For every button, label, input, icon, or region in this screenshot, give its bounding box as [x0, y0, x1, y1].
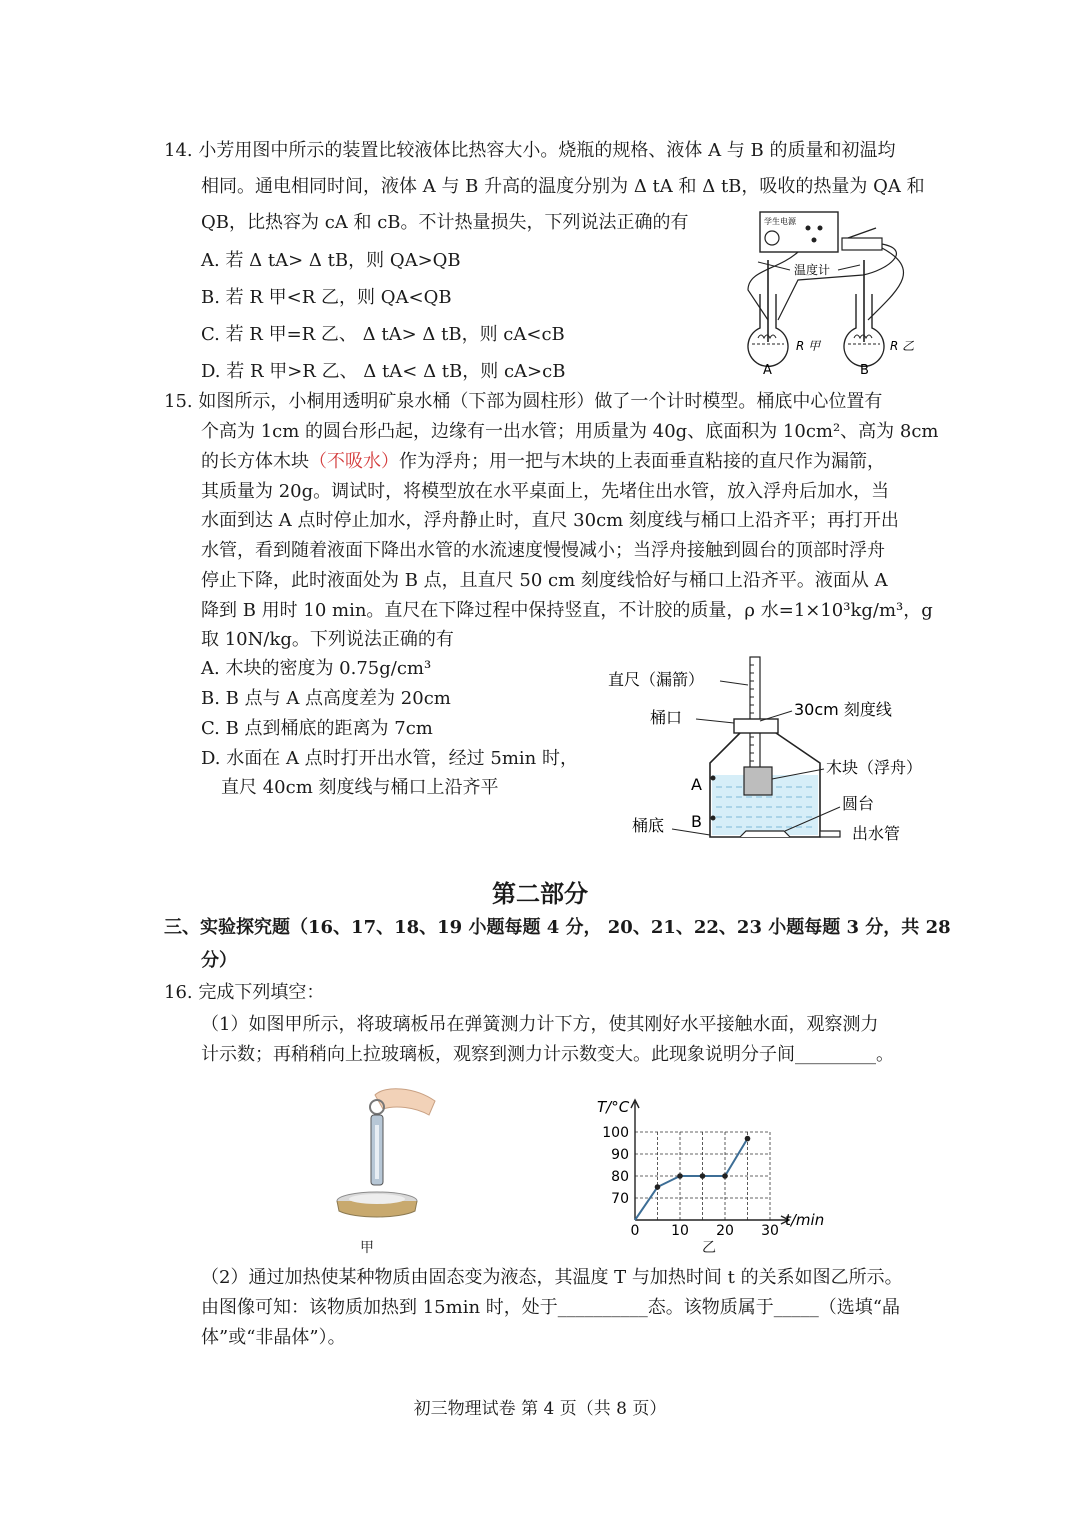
point-a — [711, 776, 716, 781]
section-three-heading: 三、实验探究题（16、17、18、19 小题每题 4 分， 20、21、22、23 小题每题 3 分，共 28 — [164, 917, 951, 938]
q15-line9: 取 10N/kg。下列说法正确的有 — [201, 629, 454, 650]
point-b-label: B — [691, 812, 702, 831]
q15-line3-red: （不吸水） — [309, 451, 399, 472]
x-axis-label: t/min — [785, 1211, 825, 1229]
x-tick-label: 20 — [716, 1223, 734, 1235]
x-tick-label: 10 — [671, 1223, 689, 1235]
switch-lever — [848, 228, 876, 238]
q15-line8: 降到 B 用时 10 min。直尺在下降过程中保持竖直，不计胶的质量，ρ 水=1×10³kg/m³，g — [201, 600, 933, 621]
q15-line5: 水面到达 A 点时停止加水，浮舟静止时，直尺 30cm 刻度线与桶口上沿齐平；再打开出 — [201, 510, 899, 531]
q15-option-d: D. 水面在 A 点时打开出水管，经过 5min 时， — [201, 748, 578, 769]
data-point — [745, 1136, 751, 1142]
flask-b-label: B — [860, 363, 869, 378]
q15-line7: 停止下降，此时液面处为 B 点，且直尺 50 cm 刻度线恰好与桶口上沿齐平。液面从 A — [201, 570, 888, 591]
bucket-mouth — [734, 719, 778, 733]
thermometer-label: 温度计 — [794, 263, 831, 277]
q15-bucket-figure — [600, 655, 940, 850]
point-b — [711, 816, 716, 821]
q16-part1-line2: 计示数；再稍稍向上拉玻璃板，观察到测力计示数变大。此现象说明分子间_________。 — [201, 1044, 894, 1065]
frustum-label: 圆台 — [842, 794, 875, 813]
chart-series — [635, 1136, 750, 1220]
data-point — [722, 1173, 728, 1179]
q14-line3: QB，比热容为 cA 和 cB。不计热量损失，下列说法正确的有 — [201, 212, 689, 233]
heater-coil-b — [854, 335, 872, 338]
series-line — [635, 1139, 748, 1220]
wire — [868, 248, 903, 320]
leader-line — [838, 265, 860, 270]
heater-coil-a — [758, 335, 776, 338]
figure-jia-caption: 甲 — [360, 1240, 374, 1256]
bucket-mouth-label: 桶口 — [650, 708, 683, 727]
q14-option-c: C. 若 R 甲=R 乙、 Δ tA> Δ tB，则 cA<cB — [201, 324, 565, 345]
bucket-bottom-label: 桶底 — [632, 816, 665, 835]
hand-icon — [375, 1089, 435, 1115]
q16-part1-line1: （1）如图甲所示，将玻璃板吊在弹簧测力计下方，使其刚好水平接触水面，观察测力 — [201, 1014, 879, 1035]
data-point — [677, 1173, 683, 1179]
q15-line1: 15. 如图所示，小桐用透明矿泉水桶（下部为圆柱形）做了一个计时模型。桶底中心位置有 — [164, 391, 883, 412]
glass-plate — [349, 1194, 405, 1204]
outlet-label: 出水管 — [852, 824, 901, 843]
q15-line3 — [201, 451, 885, 473]
q15-line6: 水管，看到随着液面下降出水管的水流速度慢慢减小；当浮舟接触到圆台的顶部时浮舟 — [201, 540, 885, 561]
q15-option-b: B. B 点与 A 点高度差为 20cm — [201, 688, 451, 709]
terminal-icon — [812, 238, 817, 243]
q16-line1: 16. 完成下列填空： — [164, 982, 325, 1003]
wire — [748, 252, 798, 320]
q14-option-d: D. 若 R 甲>R 乙、 Δ tA< Δ tB，则 cA>cB — [201, 361, 566, 382]
leader-line — [758, 262, 790, 270]
y-tick-label: 90 — [611, 1147, 629, 1163]
resistor-yi-label: R 乙 — [890, 339, 915, 353]
q16-part2-line3: 体”或“非晶体”）。 — [201, 1327, 346, 1348]
point-a-label: A — [691, 775, 702, 794]
figure-yi-caption: 乙 — [702, 1240, 716, 1256]
q14-line1: 14. 小芳用图中所示的装置比较液体比热容大小。烧瓶的规格、液体 A 与 B 的质量和初温均 — [164, 140, 896, 161]
frustum — [740, 831, 790, 837]
q16-part2-line1: （2）通过加热使某种物质由固态变为液态，其温度 T 与加热时间 t 的关系如图乙所示。 — [201, 1267, 903, 1288]
scale-window — [375, 1125, 379, 1179]
resistor-jia-label: R 甲 — [796, 339, 821, 353]
dial-icon — [765, 231, 779, 245]
q16-part2-line2: 由图像可知：该物质加热到 15min 时，处于__________态。该物质属于_____（选填“晶 — [201, 1297, 900, 1318]
spring-scale-photo — [325, 1085, 445, 1225]
mark-30cm-label: 30cm 刻度线 — [794, 700, 892, 719]
chart-ticks — [602, 1125, 779, 1235]
q15-line3-start: 的长方体木块 — [201, 451, 309, 472]
temperature-time-chart — [595, 1090, 845, 1235]
block-label: 木块（浮舟） — [826, 758, 923, 777]
section-three-heading-cont: 分） — [201, 950, 237, 971]
wooden-block — [744, 767, 772, 795]
terminal-icon — [806, 226, 811, 231]
q15-line2: 个高为 1cm 的圆台形凸起，边缘有一出水管；用质量为 40g、底面积为 10cm²、高为 8cm — [201, 421, 939, 442]
q15-option-c: C. B 点到桶底的距离为 7cm — [201, 718, 433, 739]
terminal-icon — [818, 226, 823, 231]
q15-line3-end: 作为浮舟；用一把与木块的上表面垂直粘接的直尺作为漏箭， — [399, 451, 885, 472]
data-point — [700, 1173, 706, 1179]
q15-option-d-cont: 直尺 40cm 刻度线与桶口上沿齐平 — [221, 777, 499, 798]
y-tick-label: 100 — [602, 1125, 629, 1141]
q14-line2: 相同。通电相同时间，液体 A 与 B 升高的温度分别为 Δ tA 和 Δ tB，吸收的热量为 QA 和 — [201, 176, 925, 197]
q14-option-a: A. 若 Δ tA> Δ tB，则 QA>QB — [201, 250, 461, 271]
q15-line4: 其质量为 20g。调试时，将模型放在水平桌面上，先堵住出水管，放入浮舟后加水，当 — [201, 481, 890, 502]
leader-line — [696, 719, 734, 723]
x-tick-label: 30 — [761, 1223, 779, 1235]
switch-icon — [842, 238, 882, 250]
y-tick-label: 70 — [611, 1191, 629, 1207]
part-two-title: 第二部分 — [492, 879, 588, 908]
data-point — [655, 1184, 661, 1190]
leader-line — [720, 681, 748, 685]
q15-option-a: A. 木块的密度为 0.75g/cm³ — [201, 658, 432, 679]
y-tick-label: 80 — [611, 1169, 629, 1185]
page-footer: 初三物理试卷 第 4 页（共 8 页） — [413, 1399, 667, 1419]
flask-a-label: A — [763, 363, 772, 378]
q14-option-b: B. 若 R 甲<R 乙，则 QA<QB — [201, 287, 452, 308]
power-supply-label: 学生电源 — [764, 217, 796, 226]
ruler-label: 直尺（漏箭） — [608, 670, 705, 689]
x-tick-label: 0 — [630, 1223, 640, 1235]
y-axis-label: T/°C — [597, 1098, 630, 1116]
q14-apparatus-figure — [738, 210, 928, 380]
chart-axes — [631, 1100, 789, 1224]
outlet-pipe — [820, 831, 840, 837]
